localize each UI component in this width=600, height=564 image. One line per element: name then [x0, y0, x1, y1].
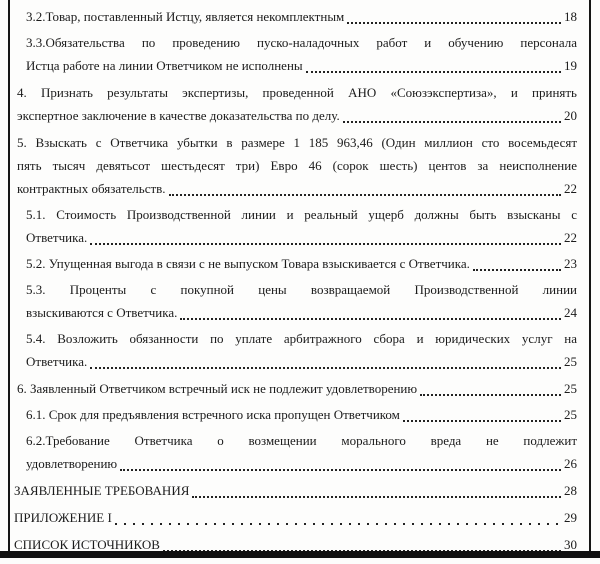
page-number: 30 — [564, 537, 577, 551]
toc-entry — [17, 377, 577, 400]
toc-entry-text-line: пять тысяч девятьсот шестьдесят три) Евро 46 (сорок шесть) центов за неисполнение — [17, 158, 577, 173]
toc-entry — [17, 131, 577, 200]
toc-entry-last-line — [26, 54, 577, 77]
dot-leader — [343, 121, 561, 123]
page-number: 25 — [564, 407, 577, 422]
page-number: 22 — [564, 230, 577, 245]
toc-entry-last-line — [17, 377, 577, 400]
toc-entry-text: взыскиваются с Ответчика. — [26, 305, 178, 320]
toc-entry-text: ЗАЯВЛЕННЫЕ ТРЕБОВАНИЯ — [14, 483, 190, 498]
dot-leader — [90, 367, 561, 369]
dot-leader — [169, 194, 561, 196]
toc-entry-last-line — [14, 533, 577, 551]
dot-leader — [420, 394, 561, 396]
dot-leader — [120, 469, 561, 471]
toc-entry — [26, 403, 577, 426]
toc-entry-text: контрактных обязательств. — [17, 181, 166, 196]
dot-leader — [403, 420, 561, 422]
page-number: 25 — [564, 381, 577, 396]
toc-entry-last-line — [14, 506, 577, 529]
toc-entry-last-line — [14, 479, 577, 502]
toc-entry-text: СПИСОК ИСТОЧНИКОВ — [14, 537, 160, 551]
toc-entry-text: экспертное заключение в качестве доказательства по делу. — [17, 108, 340, 123]
toc-entry-last-line — [17, 104, 577, 127]
page-number: 28 — [564, 483, 577, 498]
toc-entry-text: 5.2. Упущенная выгода в связи с не выпуском Товара взыскивается с Ответчика. — [26, 256, 470, 271]
toc-entry — [14, 533, 577, 551]
toc-entry — [17, 81, 577, 127]
toc-entry-last-line — [17, 177, 577, 200]
page-number: 19 — [564, 58, 577, 73]
dot-leader — [347, 22, 561, 24]
dot-leader — [192, 496, 561, 498]
toc-entry — [26, 327, 577, 373]
toc-entry — [26, 5, 577, 28]
toc-entry-text-line: 6.2.Требование Ответчика о возмещении морального вреда не подлежит — [26, 433, 577, 448]
toc-entries — [14, 5, 577, 551]
page-number: 22 — [564, 181, 577, 196]
page-number: 24 — [564, 305, 577, 320]
toc-entry-last-line — [26, 5, 577, 28]
toc-entry-text: 6. Заявленный Ответчиком встречный иск не подлежит удовлетворению — [17, 381, 418, 396]
toc-entry-text-line: 4. Признать результаты экспертизы, проведенной АНО «Союзэкспертиза», и принять — [17, 85, 577, 100]
page-number: 18 — [564, 9, 577, 24]
toc-entry-text: Ответчика. — [26, 230, 88, 245]
toc-entry-text: удовлетворению — [26, 456, 118, 471]
toc-entry-text: 3.2.Товар, поставленный Истцу, является некомплектным — [26, 9, 345, 24]
page-bottom-rule — [0, 551, 600, 558]
dot-leader — [306, 71, 561, 73]
dot-leader — [473, 269, 561, 271]
toc-entry-last-line — [26, 350, 577, 373]
page-number: 23 — [564, 256, 577, 271]
page-number: 20 — [564, 108, 577, 123]
toc-entry-text-line: 5.3. Проценты с покупной цены возвращаемой Производственной линии — [26, 282, 577, 297]
toc-entry-text-line: 5.1. Стоимость Производственной линии и реальный ущерб должны быть взысканы с — [26, 207, 577, 222]
dot-leader — [115, 523, 561, 525]
toc-entry — [14, 506, 577, 529]
toc-entry-text-line: 3.3.Обязательства по проведению пуско-наладочных работ и обучению персонала — [26, 35, 577, 50]
toc-entry-last-line — [26, 301, 577, 324]
toc-entry — [26, 278, 577, 324]
toc-entry-last-line — [26, 452, 577, 475]
toc-entry-text: ПРИЛОЖЕНИЕ I — [14, 510, 112, 525]
toc-entry — [26, 252, 577, 275]
toc-entry-text-line: 5.4. Возложить обязанности по уплате арбитражного сбора и юридических услуг на — [26, 331, 577, 346]
toc-entry-last-line — [26, 226, 577, 249]
toc-entry-last-line — [26, 403, 577, 426]
toc-entry-text: 6.1. Срок для предъявления встречного иска пропущен Ответчиком — [26, 407, 400, 422]
toc-entry — [26, 429, 577, 475]
page-number: 25 — [564, 354, 577, 369]
toc-entry — [26, 31, 577, 77]
toc-entry-last-line — [26, 252, 577, 275]
toc-entry-text-line: 5. Взыскать с Ответчика убытки в размере 1 185 963,46 (Один миллион сто восемьдесят — [17, 135, 577, 150]
toc-entry — [26, 203, 577, 249]
toc-entry-text: Истца работе на линии Ответчиком не исполнены — [26, 58, 303, 73]
dot-leader — [90, 243, 561, 245]
dot-leader — [180, 318, 561, 320]
page-number: 29 — [564, 510, 577, 525]
page-frame — [8, 0, 591, 551]
page-number: 26 — [564, 456, 577, 471]
toc-entry — [14, 479, 577, 502]
toc-entry-text: Ответчика. — [26, 354, 88, 369]
